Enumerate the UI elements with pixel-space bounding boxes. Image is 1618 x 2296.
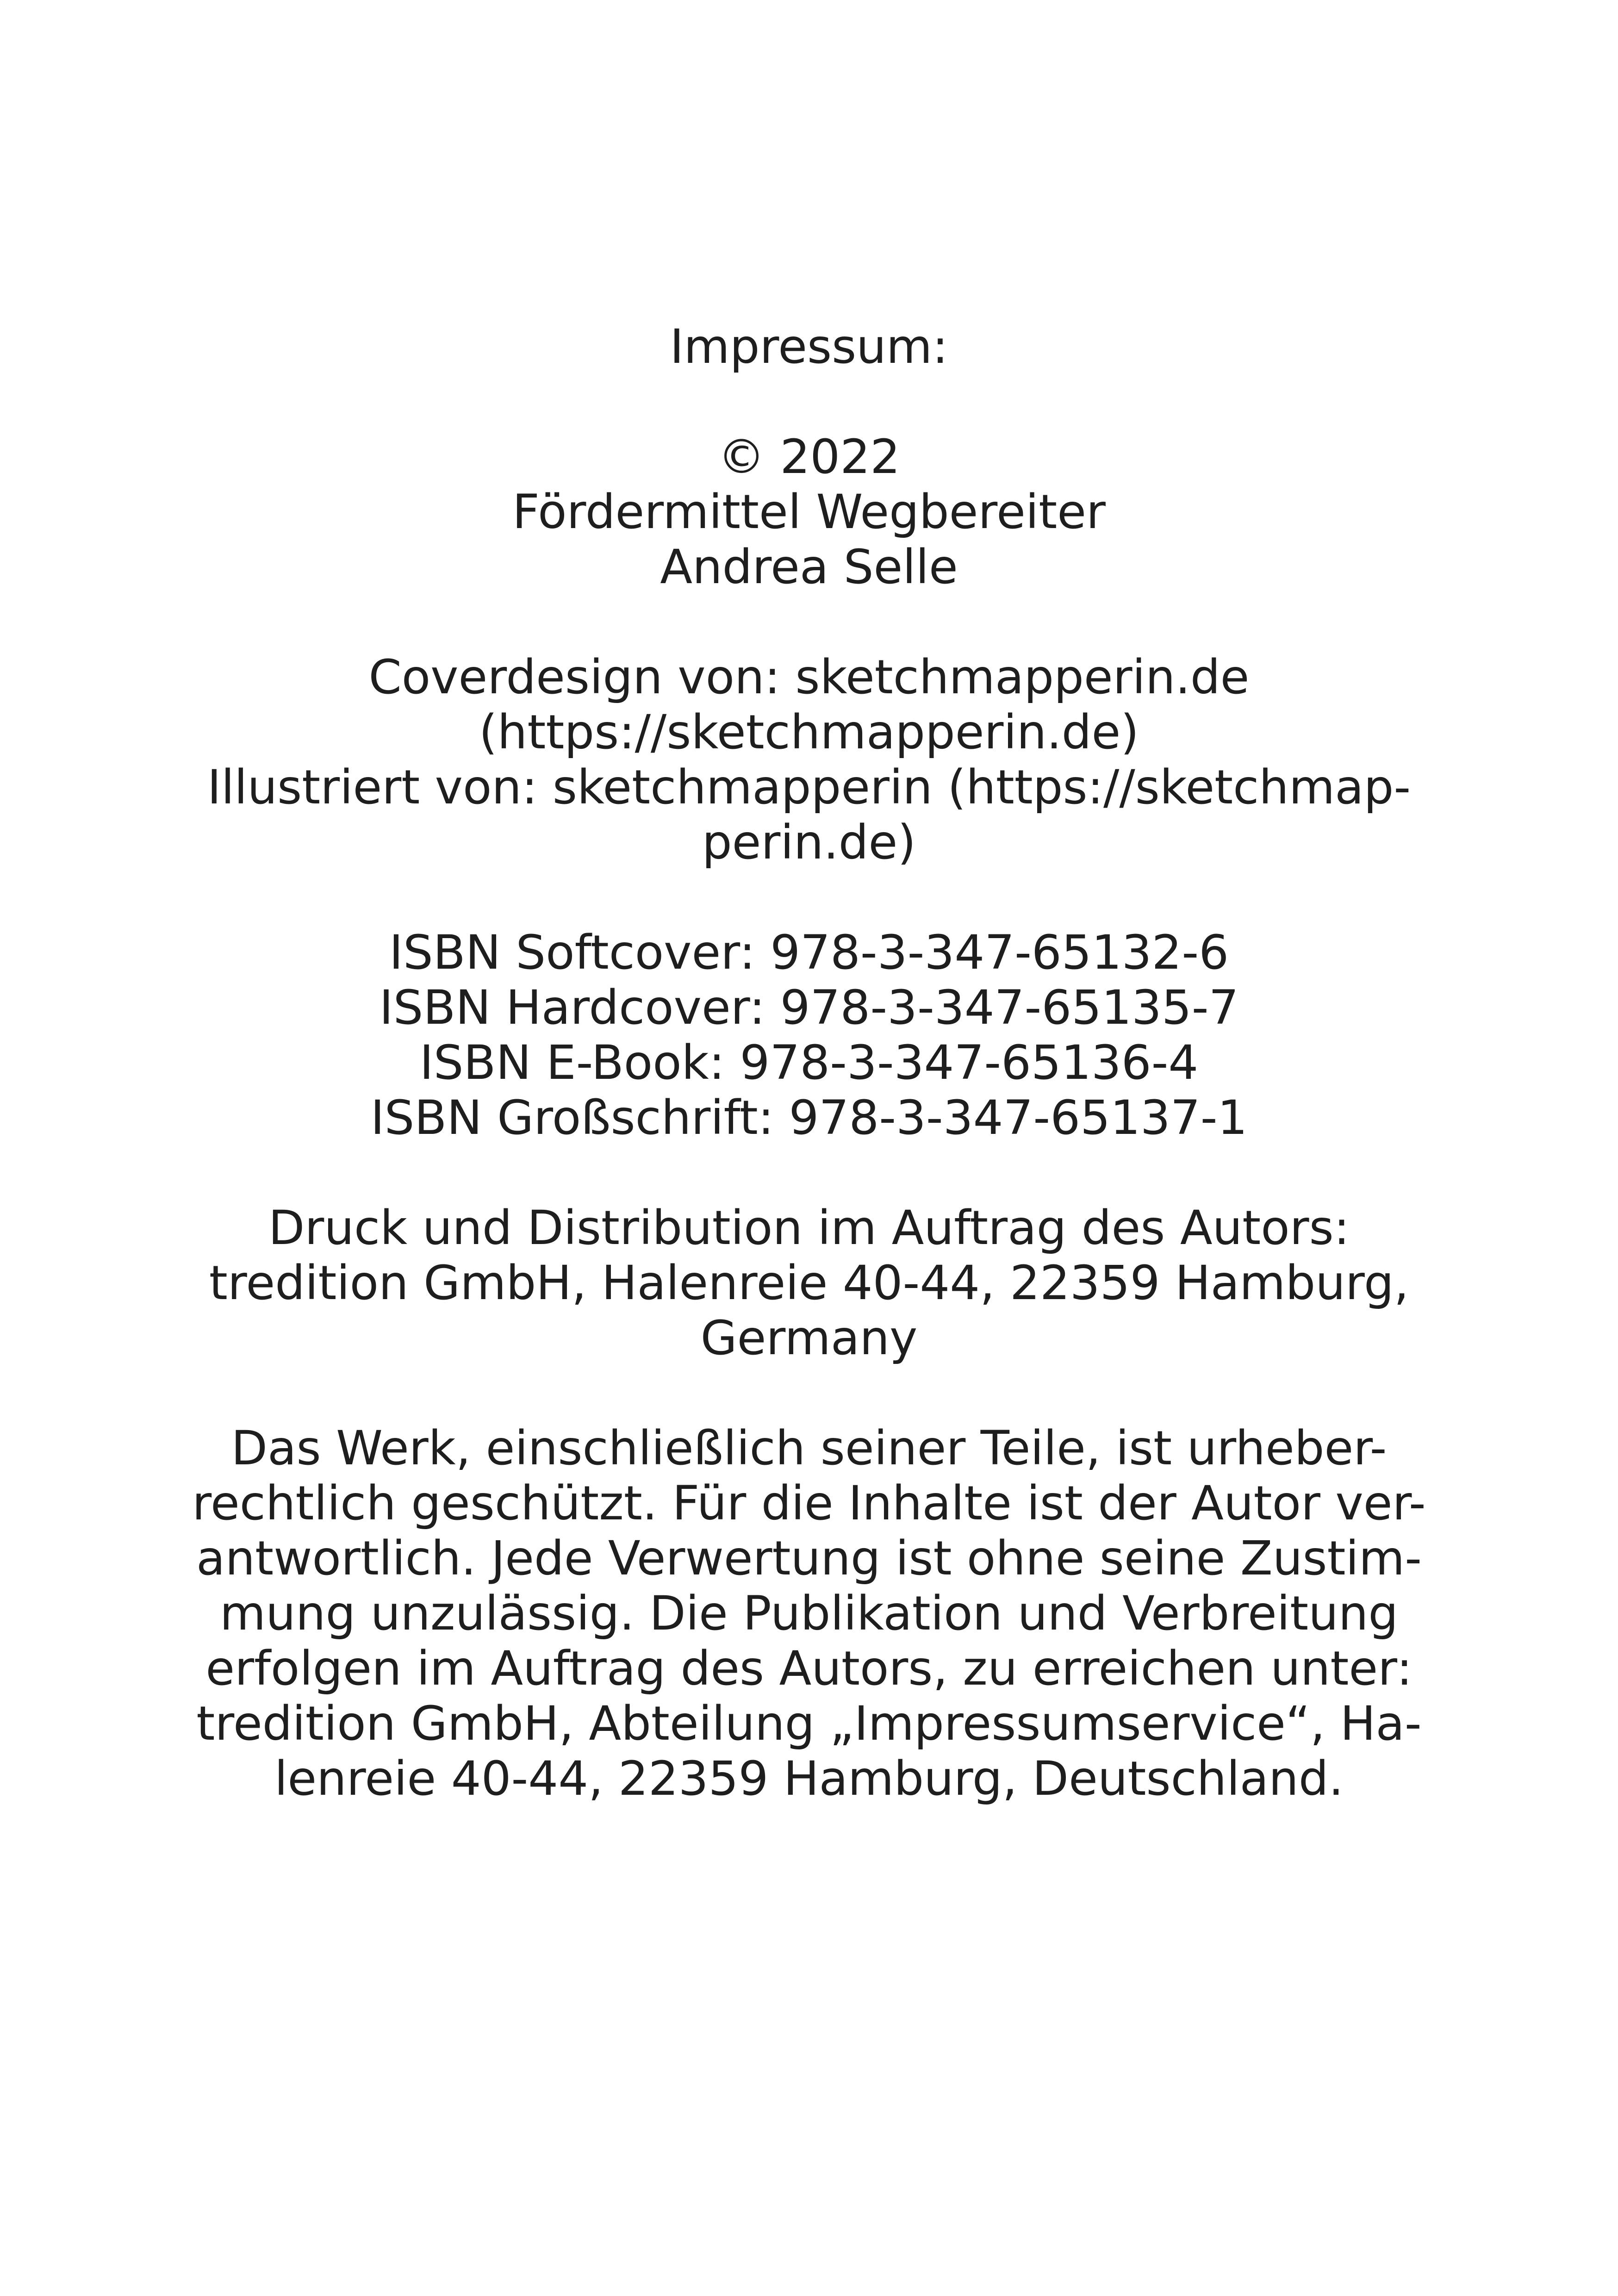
isbn-hardcover: ISBN Hardcover: 978-3-347-65135-7	[379, 980, 1239, 1035]
design-credit-line: Illustriert von: sketchmapperin (https://sketchmap-	[207, 760, 1411, 815]
distribution-line: tredition GmbH, Halenreie 40-44, 22359 Hamburg,	[209, 1256, 1409, 1311]
isbn-block	[167, 925, 1451, 1145]
spacer	[167, 1145, 1451, 1201]
legal-notice-line: Das Werk, einschließlich seiner Teile, ist urheber-	[231, 1421, 1387, 1476]
isbn-ebook: ISBN E-Book: 978-3-347-65136-4	[419, 1035, 1199, 1090]
design-credit-line: Coverdesign von: sketchmapperin.de	[368, 650, 1250, 705]
legal-notice-line: rechtlich geschützt. Für die Inhalte ist der Autor ver-	[192, 1476, 1426, 1531]
legal-notice-line: tredition GmbH, Abteilung „Impressumservice“, Ha-	[196, 1696, 1422, 1751]
legal-notice-line: mung unzulässig. Die Publikation und Verbreitung	[219, 1586, 1399, 1641]
spacer	[167, 1366, 1451, 1421]
spacer	[167, 870, 1451, 925]
copyright-year: © 2022	[717, 429, 900, 485]
book-title: Fördermittel Wegbereiter	[512, 485, 1106, 540]
design-credits-block	[167, 650, 1451, 870]
author-name: Andrea Selle	[660, 540, 958, 595]
legal-notice-line: antwortlich. Jede Verwertung ist ohne seine Zustim-	[196, 1531, 1422, 1586]
legal-notice-line: lenreie 40-44, 22359 Hamburg, Deutschland.	[274, 1751, 1344, 1806]
design-credit-line: perin.de)	[702, 815, 916, 870]
design-credit-line: (https://sketchmapperin.de)	[479, 705, 1139, 760]
imprint-content	[167, 319, 1451, 1806]
copyright-block	[167, 429, 1451, 595]
legal-notice-line: erfolgen im Auftrag des Autors, zu erreichen unter:	[205, 1641, 1413, 1696]
imprint-title: Impressum:	[670, 319, 948, 374]
legal-notice-block	[167, 1421, 1451, 1806]
isbn-large-print: ISBN Großschrift: 978-3-347-65137-1	[370, 1090, 1248, 1145]
spacer	[167, 595, 1451, 650]
spacer	[167, 374, 1451, 429]
isbn-softcover: ISBN Softcover: 978-3-347-65132-6	[389, 925, 1229, 980]
distribution-line: Germany	[700, 1311, 918, 1366]
distribution-block	[167, 1201, 1451, 1366]
distribution-line: Druck und Distribution im Auftrag des Autors:	[268, 1201, 1350, 1256]
